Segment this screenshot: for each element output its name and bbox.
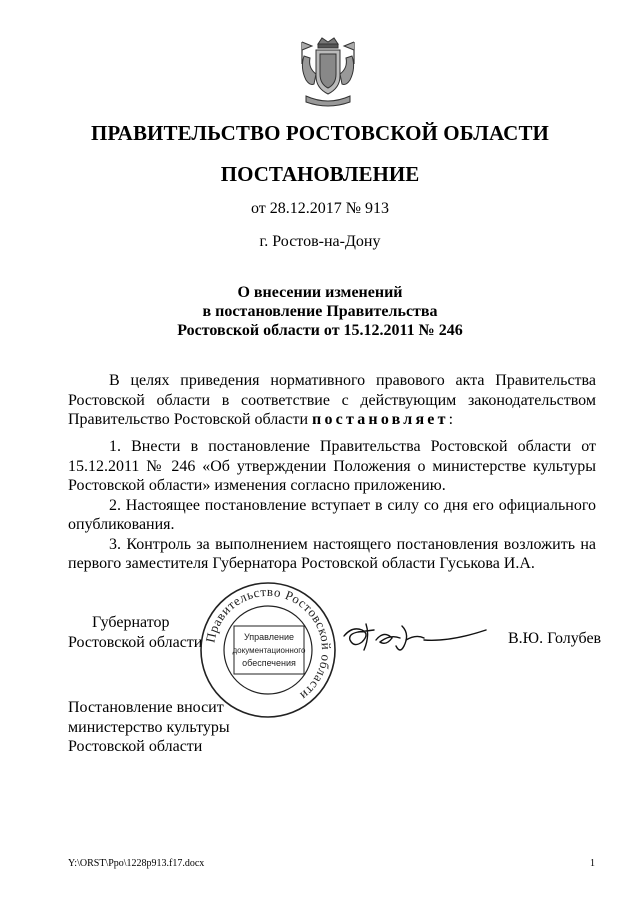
preamble-line: Ростовской области в соответствие с действующим законодательством <box>68 391 596 409</box>
organization-title: ПРАВИТЕЛЬСТВО РОСТОВСКОЙ ОБЛАСТИ <box>91 121 549 145</box>
submitted-by-line: министерство культуры <box>68 718 230 736</box>
stamp-center-line: обеспечения <box>242 658 296 668</box>
signatory-title-line: Ростовской области <box>68 633 203 651</box>
resolution-item: 1. Внести в постановление Правительства Ростовской области от 15.12.2011 № 246 «Об утверждении Положения о министерстве культуры Ростовской области» изменения согласно приложению. <box>68 438 596 494</box>
submitted-by-line: Постановление вносит <box>68 699 224 716</box>
submitted-by-block <box>68 698 230 757</box>
signatory-name: В.Ю. Голубев <box>508 630 602 647</box>
document-type: ПОСТАНОВЛЕНИЕ <box>220 162 420 186</box>
stamp-center-line: Управление <box>243 632 295 642</box>
handwritten-signature <box>340 616 490 660</box>
subject-line: О внесении изменений <box>237 284 403 301</box>
submitted-by-line: Ростовской области <box>68 738 203 755</box>
rostov-oblast-coat-of-arms-icon <box>296 34 360 110</box>
preamble-colon: : <box>448 411 454 428</box>
stamp-ring-text: Правительство Ростовской области <box>202 583 335 704</box>
document-city: г. Ростов-на-Дону <box>259 233 381 250</box>
file-path: Y:\ORST\Ppo\1228p913.f17.docx <box>68 858 205 869</box>
document-date-number: от 28.12.2017 № 913 <box>250 200 390 217</box>
signatory-title-line: Губернатор <box>92 614 170 631</box>
resolution-item: 3. Контроль за выполнением настоящего постановления возложить на первого заместителя Губернатора Ростовской области Гуськова И.А. <box>68 535 596 572</box>
document-subject <box>0 283 640 340</box>
signatory-title <box>68 613 202 652</box>
subject-line: в постановление Правительства <box>202 303 438 320</box>
preamble-text: Правительство Ростовской области <box>68 411 313 428</box>
resolution-item: 2. Настоящее постановление вступает в силу со дня его официального опубликования. <box>68 496 596 533</box>
stamp-center-line: документационного <box>232 646 306 655</box>
page-number: 1 <box>590 858 595 869</box>
preamble-line <box>68 410 596 430</box>
preamble-line: В целях приведения нормативного правового акта Правительства <box>109 372 596 389</box>
preamble-paragraph <box>68 371 596 430</box>
resolves-keyword: постановляет <box>312 411 449 428</box>
subject-line: Ростовской области от 15.12.2011 № 246 <box>177 322 463 339</box>
resolution-items <box>68 437 596 574</box>
